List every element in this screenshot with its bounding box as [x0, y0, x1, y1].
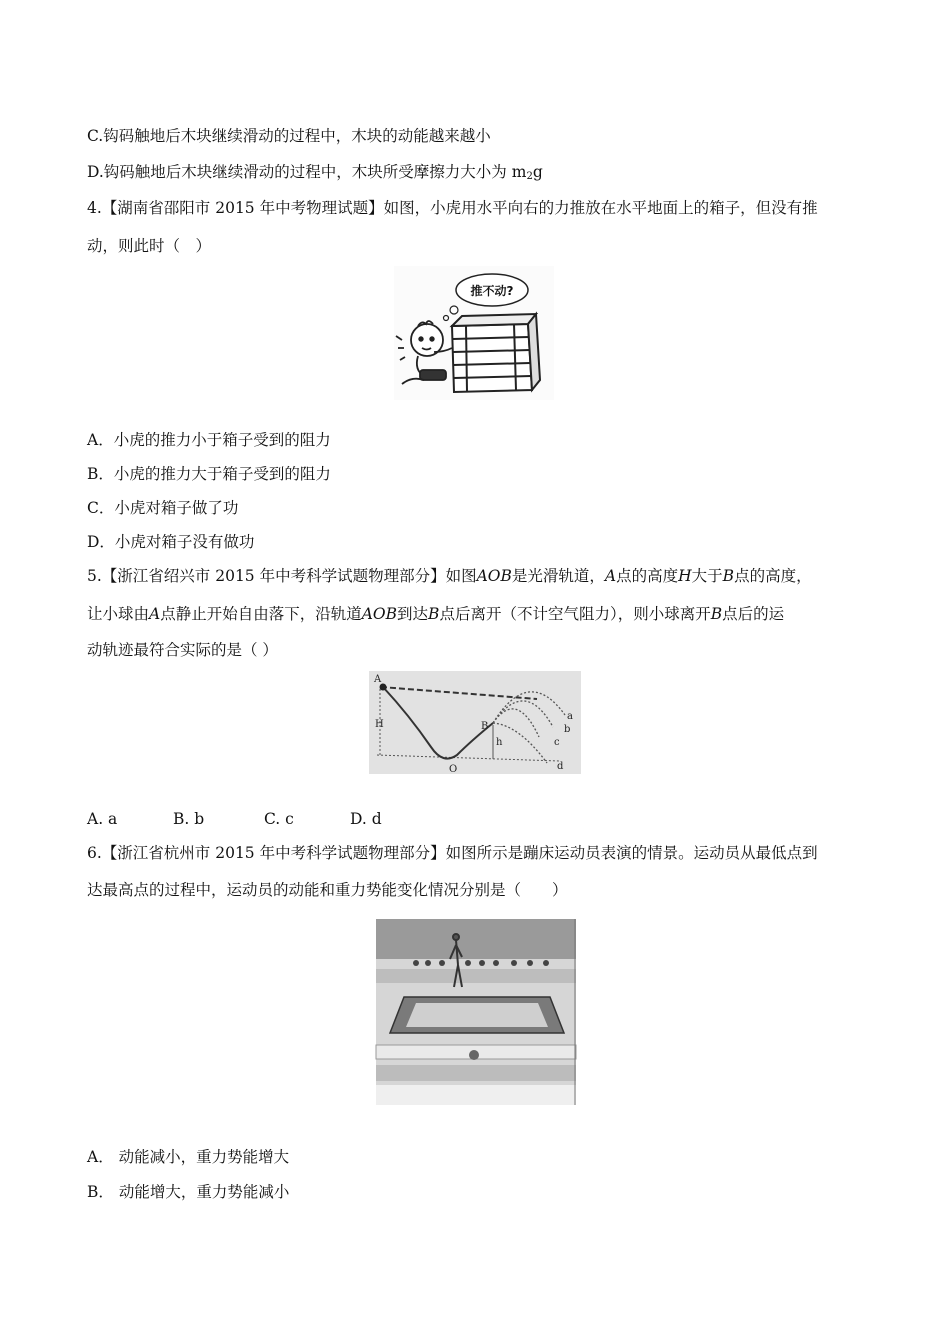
label-small-h: h — [496, 737, 503, 748]
label-traj-d: d — [557, 761, 564, 772]
label-traj-c: c — [554, 737, 560, 748]
q4-option-a: A．小虎的推力小于箱子受到的阻力 — [87, 431, 331, 449]
q6-figure-trampoline-photo — [364, 915, 582, 1120]
q6-stem-line1: 6.【浙江省杭州市 2015 年中考科学试题物理部分】如图所示是蹦床运动员表演的情景。运动员从最低点到 — [87, 844, 818, 862]
q5-text: 点后的运 — [722, 605, 785, 623]
q5-stem-line3: 动轨迹最符合实际的是（ ） — [87, 641, 278, 659]
q5-text: 点的高度 — [616, 567, 679, 585]
wooden-crate — [452, 314, 540, 392]
q5-stem-line2 — [87, 604, 784, 624]
q5-figure-track-trajectories — [369, 671, 581, 774]
q5-option-d: D. d — [350, 810, 382, 828]
label-a-point: A — [374, 674, 382, 685]
q5-text: 点静止开始自由落下，沿轨道 — [160, 605, 362, 623]
q5-text: 点的高度， — [734, 567, 812, 585]
q5-option-b: B. b — [173, 810, 205, 828]
q5-label-b: B — [710, 605, 723, 623]
thought-bubble-text: 推不动? — [470, 284, 514, 298]
q6-option-b: B． 动能增大，重力势能减小 — [87, 1183, 290, 1201]
q5-text: 到达 — [397, 605, 429, 623]
q5-label-aob: AOB — [361, 605, 398, 623]
label-big-h: H — [375, 719, 384, 730]
q5-stem-line1 — [87, 566, 812, 586]
q5-text: 让小球由 — [87, 605, 150, 623]
q3-option-d-subscript: 2 — [526, 171, 533, 182]
label-traj-b: b — [564, 724, 571, 735]
q5-label-b: B — [428, 605, 440, 623]
label-o-point: O — [449, 764, 458, 774]
q4-option-c: C．小虎对箱子做了功 — [87, 499, 239, 517]
label-traj-a: a — [567, 711, 573, 722]
q5-option-a: A. a — [87, 810, 118, 828]
q5-label-b: B — [722, 567, 735, 585]
q5-label-a: A — [149, 605, 161, 623]
q4-stem-line2: 动，则此时（ ） — [87, 237, 212, 255]
q6-stem-line2: 达最高点的过程中，运动员的动能和重力势能变化情况分别是（ ） — [87, 881, 568, 899]
q4-number: 4. — [87, 199, 102, 217]
q6-option-a: A． 动能减小，重力势能增大 — [87, 1148, 290, 1166]
q3-option-c: C.钩码触地后木块继续滑动的过程中，木块的动能越来越小 — [87, 127, 491, 145]
q4-option-d: D．小虎对箱子没有做功 — [87, 533, 255, 551]
q3-option-d — [87, 162, 543, 187]
q5-text: 大于 — [691, 567, 723, 585]
q5-options — [87, 809, 382, 829]
q3-option-d-tail: g — [532, 163, 543, 181]
q4-figure-boy-pushing-box — [394, 266, 554, 400]
q4-stem-line1 — [87, 198, 818, 218]
q5-text: 是光滑轨道， — [511, 567, 605, 585]
label-b-point: B — [481, 721, 489, 732]
q5-text: 5.【浙江省绍兴市 2015 年中考科学试题物理部分】如图 — [87, 567, 477, 585]
q5-label-a: A — [604, 567, 617, 585]
q5-label-aob: AOB — [476, 567, 512, 585]
q4-option-b: B．小虎的推力大于箱子受到的阻力 — [87, 465, 331, 483]
q3-option-d-main: D.钩码触地后木块继续滑动的过程中，木块所受摩擦力大小为 m — [87, 163, 527, 181]
q5-option-c: C. c — [264, 810, 294, 828]
q5-label-h: H — [678, 567, 692, 585]
q4-text: 【湖南省邵阳市 2015 年中考物理试题】如图，小虎用水平向右的力推放在水平地面上的箱子，但没有推 — [101, 199, 818, 217]
q5-text: 点后离开（不计空气阻力），则小球离开 — [439, 605, 711, 623]
